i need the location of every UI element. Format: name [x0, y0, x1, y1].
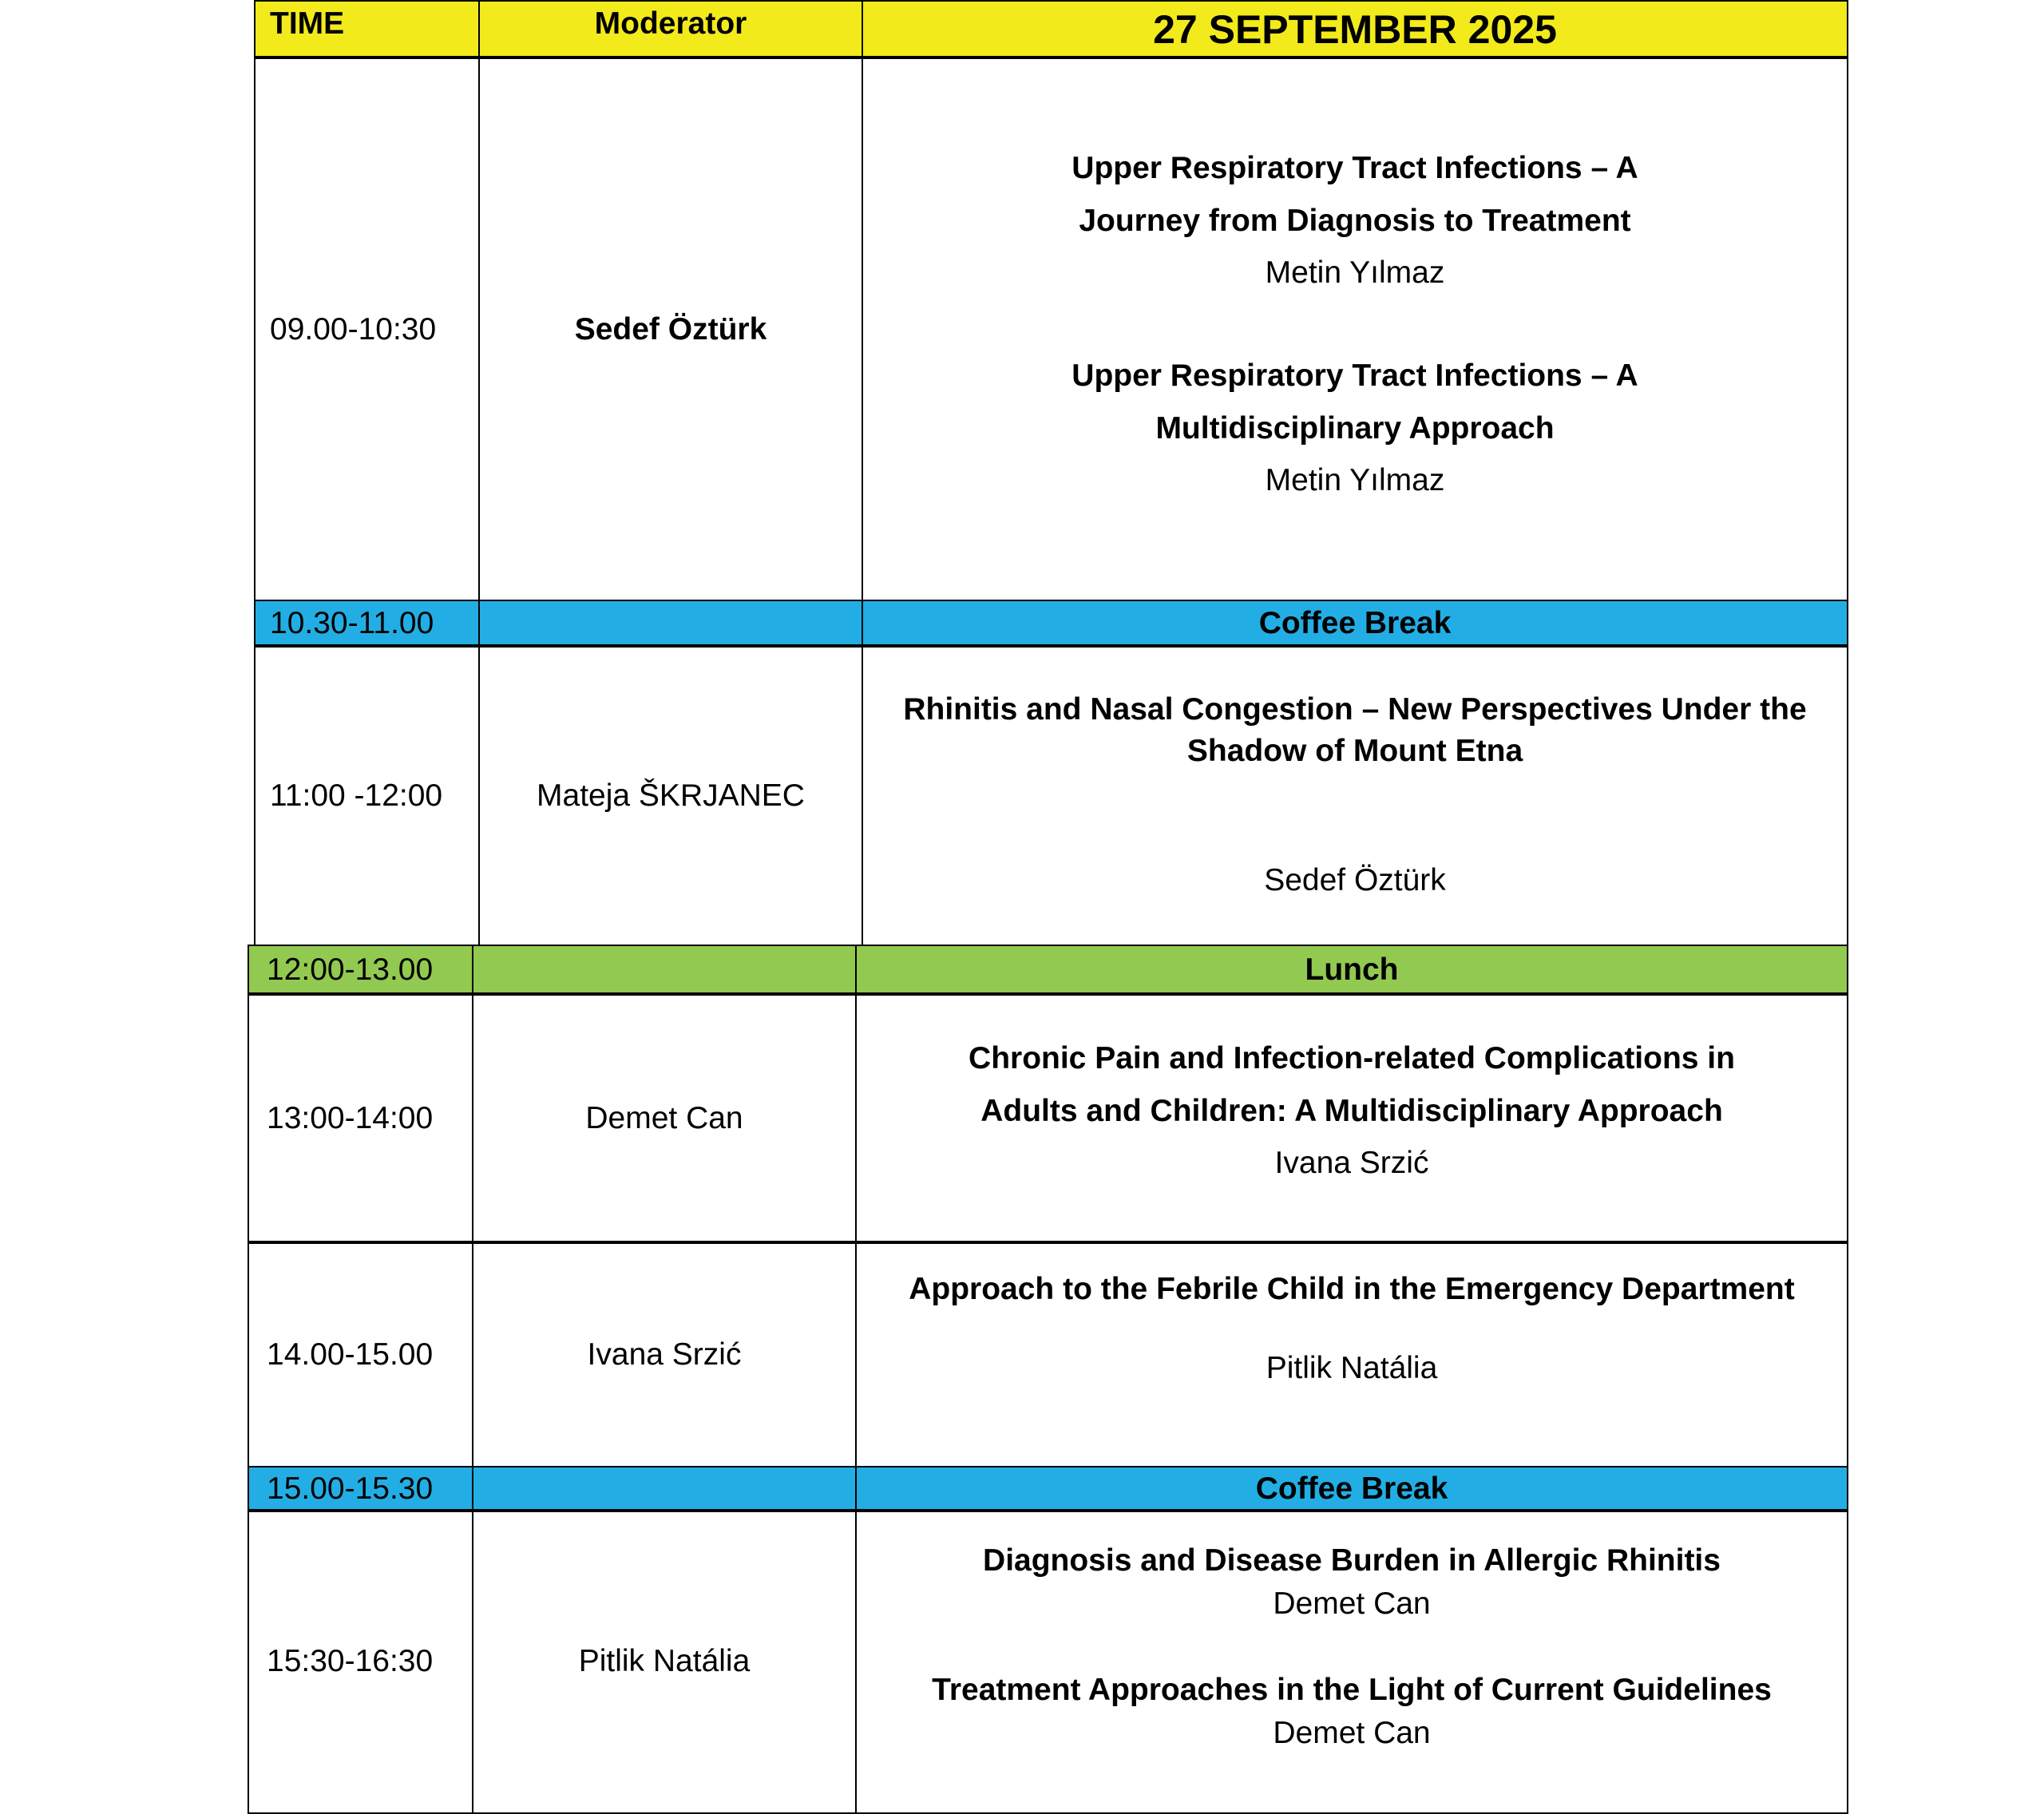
session-moderator: Mateja ŠKRJANEC — [478, 644, 863, 948]
talk-title: Shadow of Mount Etna — [1186, 734, 1523, 768]
lunch-label: Lunch — [855, 945, 1848, 996]
session-moderator: Sedef Öztürk — [478, 56, 863, 603]
talk-title: Multidisciplinary Approach — [1155, 411, 1555, 446]
talk-title: Chronic Pain and Infection-related Complications in — [969, 1041, 1735, 1075]
moderator-header: Moderator — [478, 0, 863, 59]
coffee-break-row — [249, 1467, 1848, 1512]
break-label: Coffee Break — [862, 600, 1848, 648]
session-moderator: Pitlik Natália — [472, 1509, 857, 1814]
break-time: 15.00-15.30 — [248, 1466, 473, 1512]
session-moderator: Demet Can — [472, 992, 857, 1244]
talk-speaker: Sedef Öztürk — [1264, 863, 1446, 897]
talk-title: Upper Respiratory Tract Infections – A — [1072, 358, 1638, 393]
lunch-time: 12:00-13.00 — [248, 945, 473, 996]
session-row — [256, 646, 1848, 948]
session-time: 13:00-14:00 — [248, 992, 473, 1244]
break-time: 10.30-11.00 — [254, 600, 480, 648]
session-program — [855, 1509, 1848, 1814]
talk-speaker: Metin Yılmaz — [1265, 255, 1445, 290]
session-time: 09.00-10:30 — [254, 56, 480, 603]
coffee-break-row — [256, 601, 1848, 648]
lunch-row — [249, 946, 1848, 996]
session-time: 15:30-16:30 — [248, 1509, 473, 1814]
talk-title: Treatment Approaches in the Light of Current Guidelines — [932, 1673, 1772, 1707]
session-program — [855, 992, 1848, 1244]
talk-title: Rhinitis and Nasal Congestion – New Perspectives Under the — [903, 692, 1807, 727]
talk-speaker: Demet Can — [1273, 1716, 1431, 1750]
session-moderator: Ivana Srzić — [472, 1241, 857, 1469]
session-row — [249, 1242, 1848, 1469]
break-label: Coffee Break — [855, 1466, 1848, 1512]
session-program — [862, 644, 1848, 948]
header-row — [256, 2, 1848, 59]
talk-speaker: Demet Can — [1273, 1586, 1431, 1621]
session-row — [249, 994, 1848, 1244]
lunch-moderator-empty — [472, 945, 857, 996]
session-program — [855, 1241, 1848, 1469]
session-time: 14.00-15.00 — [248, 1241, 473, 1469]
talk-title: Diagnosis and Disease Burden in Allergic Rhinitis — [983, 1543, 1721, 1578]
session-row — [256, 57, 1848, 603]
talk-speaker: Pitlik Natália — [1266, 1351, 1438, 1385]
break-moderator-empty — [472, 1466, 857, 1512]
session-time: 11:00 -12:00 — [254, 644, 480, 948]
talk-title: Upper Respiratory Tract Infections – A — [1072, 151, 1638, 185]
time-header: TIME — [254, 0, 480, 59]
session-row — [249, 1511, 1848, 1814]
talk-title: Adults and Children: A Multidisciplinary Approach — [980, 1094, 1723, 1128]
talk-title: Journey from Diagnosis to Treatment — [1079, 204, 1631, 238]
talk-title: Approach to the Febrile Child in the Emergency Department — [909, 1272, 1795, 1306]
date-header: 27 SEPTEMBER 2025 — [862, 0, 1848, 59]
talk-speaker: Metin Yılmaz — [1265, 463, 1445, 497]
break-moderator-empty — [478, 600, 863, 648]
session-program — [862, 56, 1848, 603]
talk-speaker: Ivana Srzić — [1274, 1146, 1429, 1180]
